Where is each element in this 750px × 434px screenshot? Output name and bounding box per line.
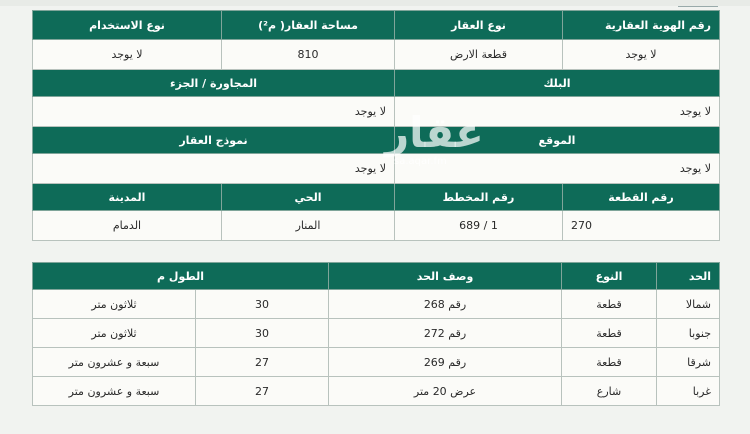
watermark-logo: عقار [385,108,484,157]
boundary-description: عرض 20 متر [329,377,562,406]
property-value-row-3 [33,154,720,184]
header-city: المدينة [33,184,222,211]
boundary-length-number: 27 [196,377,329,406]
property-value-row-4 [33,211,720,241]
boundaries-table [32,262,720,406]
value-property-id: لا يوجد [563,40,720,70]
header-property-area: مساحة العقار( م²) [222,11,395,40]
top-corner-mark [678,0,718,7]
boundary-length-number: 27 [196,348,329,377]
property-header-row-4 [33,184,720,211]
header-district: الحي [222,184,395,211]
header-location: الموقع [395,127,720,154]
property-info-table [32,10,720,241]
boundary-type: قطعة [562,290,657,319]
property-value-row-2 [33,97,720,127]
header-boundary: الحد [657,263,720,290]
header-property-type: نوع العقار [395,11,563,40]
boundary-direction: شمالا [657,290,720,319]
value-block: لا يوجد [395,97,720,127]
table-row [33,319,720,348]
value-location: لا يوجد [395,154,720,184]
value-city: الدمام [33,211,222,241]
value-plan-number: 1 / 689 [395,211,563,241]
boundary-length-words: ثلاثون متر [33,319,196,348]
header-neighborhood-part: المجاورة / الجزء [33,70,395,97]
property-header-row-1 [33,11,720,40]
header-property-id: رقم الهوية العقارية [563,11,720,40]
property-value-row-1 [33,40,720,70]
boundary-description: رقم 268 [329,290,562,319]
value-neighborhood-part: لا يوجد [33,97,395,127]
boundary-direction: شرقا [657,348,720,377]
watermark-domain: sa.aqar.fm [394,156,447,167]
value-property-model: لا يوجد [33,154,395,184]
value-district: المنار [222,211,395,241]
top-strip [0,0,750,6]
header-usage-type: نوع الاستخدام [33,11,222,40]
header-boundary-description: وصف الحد [329,263,562,290]
boundary-description: رقم 272 [329,319,562,348]
boundary-length-words: ثلاثون متر [33,290,196,319]
table-row [33,290,720,319]
boundary-length-words: سبعة و عشرون متر [33,377,196,406]
header-plan-number: رقم المخطط [395,184,563,211]
boundary-type: شارع [562,377,657,406]
table-row [33,377,720,406]
header-block: البلك [395,70,720,97]
value-usage-type: لا يوجد [33,40,222,70]
boundary-description: رقم 269 [329,348,562,377]
value-plot-number: 270 [563,211,720,241]
boundaries-header-row [33,263,720,290]
header-plot-number: رقم القطعة [563,184,720,211]
value-property-area: 810 [222,40,395,70]
property-header-row-3 [33,127,720,154]
header-boundary-type: النوع [562,263,657,290]
boundary-length-number: 30 [196,290,329,319]
boundary-length-words: سبعة و عشرون متر [33,348,196,377]
property-header-row-2 [33,70,720,97]
value-property-type: قطعة الارض [395,40,563,70]
boundary-type: قطعة [562,348,657,377]
boundary-direction: جنوبا [657,319,720,348]
boundary-type: قطعة [562,319,657,348]
boundary-direction: غربا [657,377,720,406]
table-row [33,348,720,377]
header-property-model: نموذج العقار [33,127,395,154]
header-length-m: الطول م [33,263,329,290]
boundary-length-number: 30 [196,319,329,348]
